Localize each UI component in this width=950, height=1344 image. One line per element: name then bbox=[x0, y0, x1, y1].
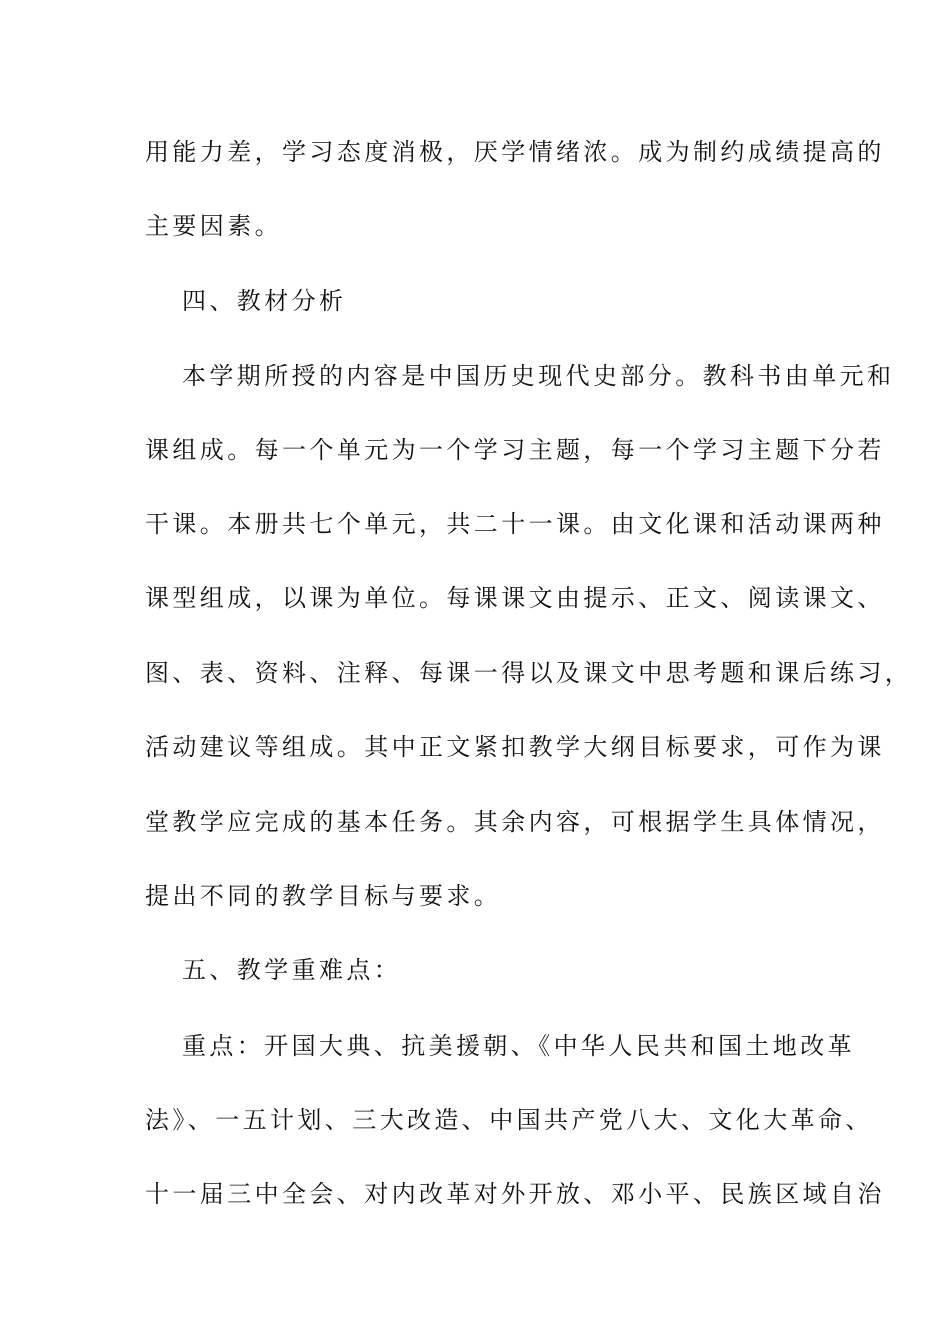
paragraph-line: 十一届三中全会、对内改革对外开放、邓小平、民族区域自治 bbox=[145, 1180, 885, 1208]
paragraph-line: 提出不同的教学目标与要求。 bbox=[145, 882, 502, 910]
paragraph-line: 活动建议等组成。其中正文紧扣教学大纲目标要求，可作为课 bbox=[145, 733, 885, 761]
section-heading: 四、教材分析 bbox=[182, 287, 347, 315]
section-heading: 五、教学重难点： bbox=[182, 956, 402, 984]
paragraph-line: 法》、一五计划、三大改造、中国共产党八大、文化大革命、 bbox=[145, 1106, 873, 1134]
paragraph-line: 课组成。每一个单元为一个学习主题，每一个学习主题下分若 bbox=[145, 436, 885, 464]
paragraph-line: 本学期所授的内容是中国历史现代史部分。教科书由单元和 bbox=[182, 362, 895, 390]
paragraph-line: 干课。本册共七个单元，共二十一课。由文化课和活动课两种 bbox=[145, 510, 885, 538]
paragraph-line: 课型组成，以课为单位。每课课文由提示、正文、阅读课文、 bbox=[145, 584, 885, 612]
paragraph-line: 堂教学应完成的基本任务。其余内容，可根据学生具体情况， bbox=[145, 808, 885, 836]
paragraph-line: 用能力差，学习态度消极，厌学情绪浓。成为制约成绩提高的 bbox=[145, 138, 885, 166]
paragraph-line: 图、表、资料、注释、每课一得以及课文中思考题和课后练习， bbox=[145, 659, 913, 687]
paragraph-line: 重点：开国大典、抗美援朝、《中华人民共和国土地改革 bbox=[182, 1032, 855, 1060]
paragraph-line: 主要因素。 bbox=[145, 212, 282, 240]
